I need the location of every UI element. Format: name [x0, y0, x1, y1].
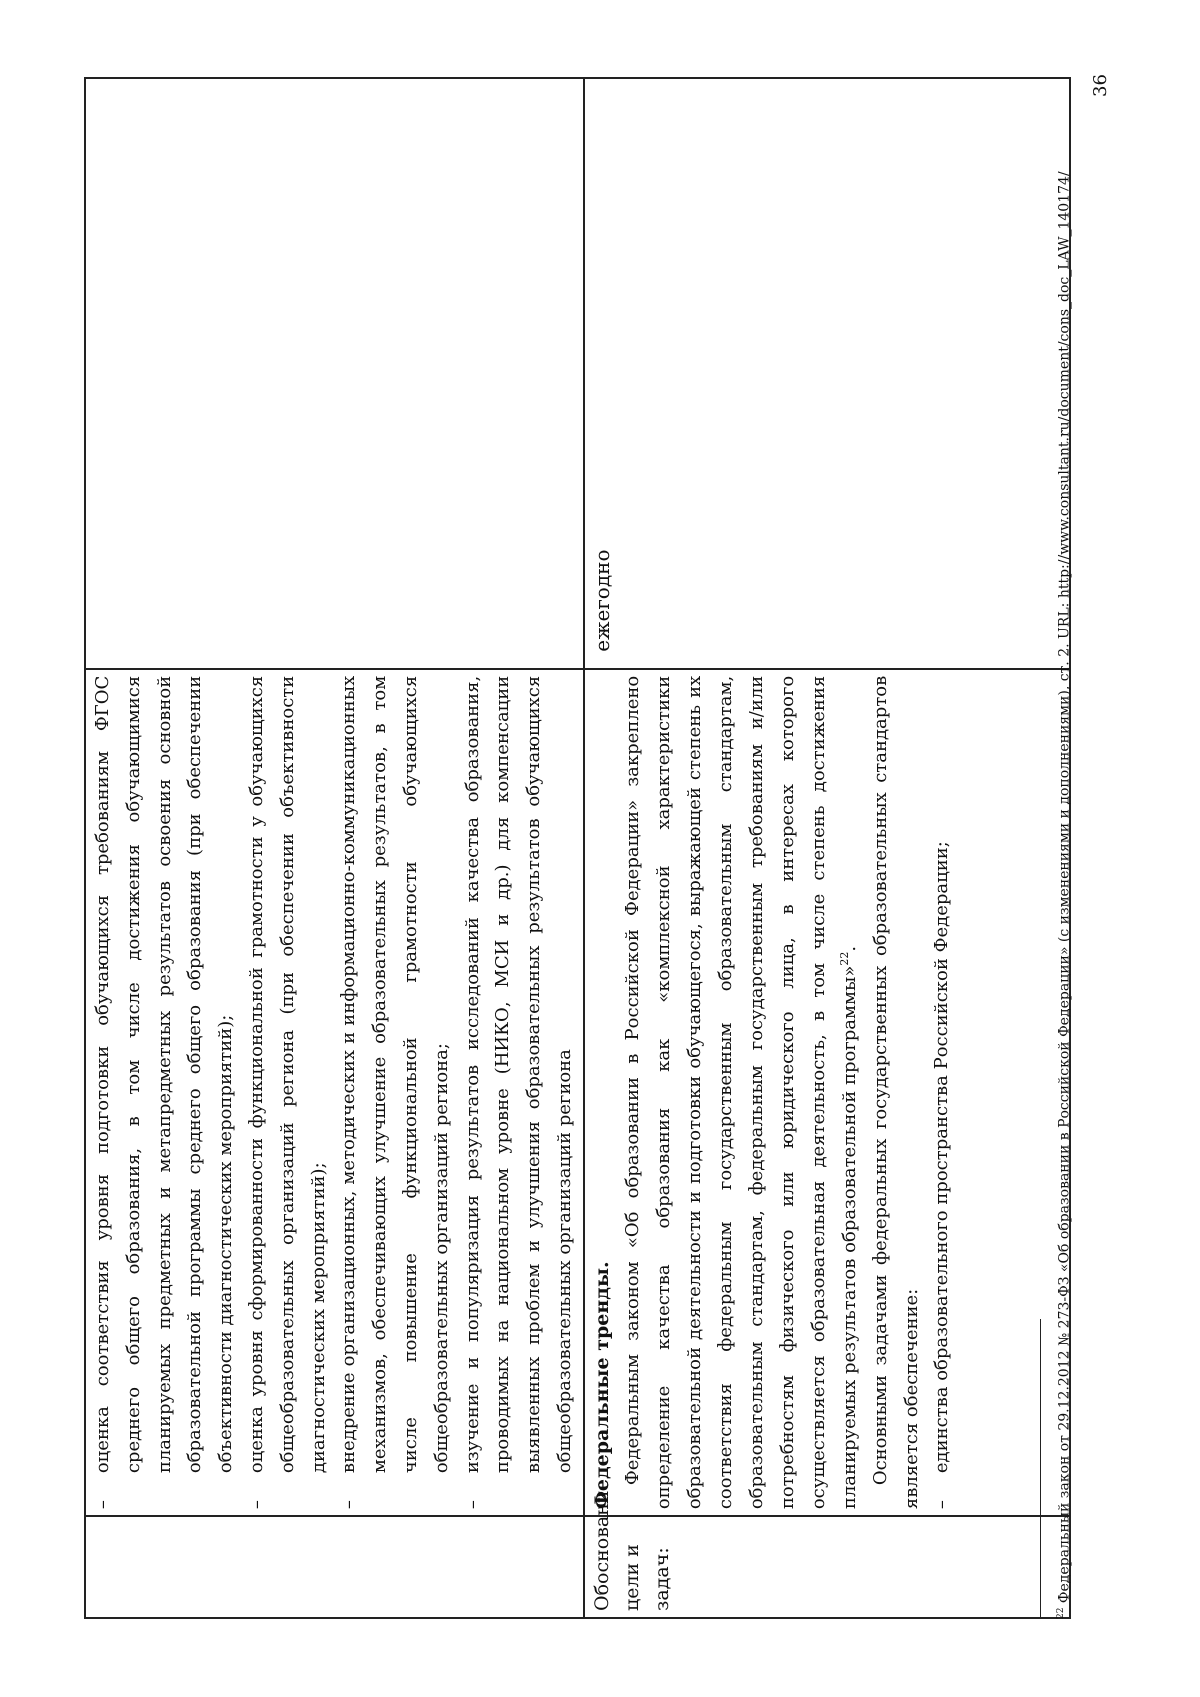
- paragraph: Основными задачами федеральных государственных образовательных стандартов является обеспечение:: [869, 675, 922, 1510]
- footnote-ref[interactable]: 22: [837, 951, 851, 966]
- row-label-cell: [85, 1516, 584, 1618]
- footnote: [1052, 77, 1074, 1619]
- justification-cell: [584, 669, 1070, 1516]
- program-table: [84, 77, 1071, 1619]
- footnote-separator: [1040, 1319, 1041, 1619]
- row-label-cell: Обоснование цели и задач:: [584, 1516, 1070, 1618]
- term-cell: [85, 78, 584, 669]
- page-number: 36: [1090, 74, 1111, 97]
- list-item: – изучение и популяризация результатов исследований качества образования, проводимых на национальном уровне (НИКО, МСИ и др.) для компенсации выявленных проблем и улучшения образовательных результатов обучающихся общеобразовательных организаций региона: [461, 675, 575, 1510]
- table-row: [85, 78, 584, 1618]
- tasks-cell: [85, 669, 584, 1516]
- footnote-number: 22: [1056, 1607, 1066, 1619]
- term-cell: ежегодно: [584, 78, 1070, 669]
- list-item: – оценка соответствия уровня подготовки обучающихся требованиям ФГОС среднего общего образования, в том числе достижения обучающимися планируемых предметных и метапредметных результатов освоения основной образовательной программы среднего общего образования (при обеспечении объективности диагностических мероприятий);: [92, 675, 237, 1510]
- list-item: – внедрение организационных, методических и информационно-коммуникационных механизмов, обеспечивающих улучшение образовательных результатов, в том числе повышение функциональной грамотности обучающихся общеобразовательных организаций региона;: [338, 675, 452, 1510]
- list-item: – оценка уровня сформированности функциональной грамотности у обучающихся общеобразовательных организаций региона (при обеспечении объективности диагностических мероприятий);: [245, 675, 329, 1510]
- table-row: [584, 78, 1070, 1618]
- section-heading: Федеральные тренды.: [590, 1261, 613, 1510]
- list-item: – единства образовательного пространства Российской Федерации;: [930, 841, 952, 1510]
- footnote-text: Федеральный закон от 29.12.2012 № 273-ФЗ «Об образовании в Российской Федерации» (с изменениями и дополнениями), ст. 2. URL: http://www.consultant.ru/document/cons_doc_LAW_140174/: [1056, 171, 1073, 1604]
- paragraph: Федеральным законом «Об образовании в Российской Федерации» закреплено определение качества образования как «комплексной характеристики образовательной деятельности и подготовки обучающегося, выражающей степень их соответствия федеральным государственным образовательным стандартам, образовательным стандартам, федеральным государственным требованиям и/или потребностям физического или юридического лица, в интересах которого осуществляется образовательная деятельность, в том числе степень достижения планируемых результатов образовательной программы»$^{22}$.: [621, 675, 860, 1510]
